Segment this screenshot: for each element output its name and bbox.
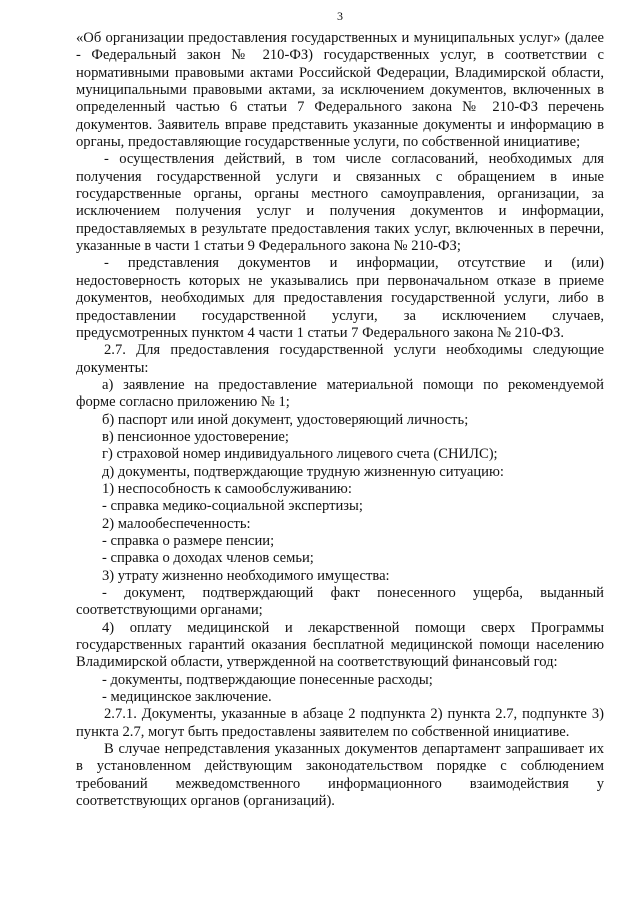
paragraph-body: В случае непредставления указанных документов департамент запрашивает их в установленном действующим законодательством порядке с соблюдением требований межведомственного информационного взаимодействия у соответствующих органов (организаций). xyxy=(76,741,604,810)
paragraph-list-item: - справка медико-социальной экспертизы; xyxy=(102,498,363,515)
paragraph-list-item: - осуществления действий, в том числе согласований, необходимых для получения государственной услуги и связанных с обращением в иные государственные органы, органы местного самоуправления, организации, за исключением получения услуг и получения документов и информации, предоставляемых в результате предоставления таких услуг, включенных в перечни, указанные в части 1 статьи 9 Федерального закона № 210-ФЗ; xyxy=(76,151,604,255)
paragraph-list-item: в) пенсионное удостоверение; xyxy=(102,428,289,445)
paragraph-continuation: «Об организации предоставления государственных и муниципальных услуг» (далее - Федеральный закон № 210-ФЗ) государственных услуг, в соответствии с нормативными правовыми актами Российской Федерации, Владимирской области, муниципальными правовыми актами, за исключением документов, включенных в определенный частью 6 статьи 7 Федерального закона № 210-ФЗ перечень документов. Заявитель вправе представить указанные документы и информацию в органы, предоставляющие государственные услуги, по собственной инициативе; xyxy=(76,30,604,151)
paragraph-list-item: г) страховой номер индивидуального лицевого счета (СНИЛС); xyxy=(102,446,498,463)
paragraph-section-2-7: 2.7. Для предоставления государственной услуги необходимы следующие документы: xyxy=(76,342,604,376)
paragraph-list-item: - справка о размере пенсии; xyxy=(102,532,275,549)
paragraph-section-2-7-1: 2.7.1. Документы, указанные в абзаце 2 подпункта 2) пункта 2.7, подпункте 3) пункта 2.7, могут быть предоставлены заявителем по собственной инициативе. xyxy=(76,706,604,740)
paragraph-list-item: - документ, подтверждающий факт понесенного ущерба, выданный соответствующими органами; xyxy=(76,585,604,619)
paragraph-list-item: - представления документов и информации, отсутствие и (или) недостоверность которых не указывались при первоначальном отказе в приеме документов, необходимых для предоставления государственной услуги, либо в предоставлении государственной услуги, за исключением случаев, предусмотренных пунктом 4 части 1 статьи 7 Федерального закона № 210-ФЗ. xyxy=(76,255,604,341)
paragraph-list-item: 1) неспособность к самообслуживанию: xyxy=(102,480,352,497)
paragraph-list-item: 2) малообеспеченность: xyxy=(102,515,251,532)
paragraph-list-item: 3) утрату жизненно необходимого имущества: xyxy=(102,567,390,584)
paragraph-list-item: д) документы, подтверждающие трудную жизненную ситуацию: xyxy=(102,463,504,480)
paragraph-list-item: б) паспорт или иной документ, удостоверяющий личность; xyxy=(102,411,469,428)
paragraph-list-item: - справка о доходах членов семьи; xyxy=(102,550,314,567)
paragraph-list-item: - документы, подтверждающие понесенные расходы; xyxy=(102,671,433,688)
paragraph-list-item: 4) оплату медицинской и лекарственной помощи сверх Программы государственных гарантий оказания бесплатной медицинской помощи населению Владимирской области, утвержденной на соответствующий финансовый год: xyxy=(76,619,604,671)
paragraph-list-item: а) заявление на предоставление материальной помощи по рекомендуемой форме согласно приложению № 1; xyxy=(76,376,604,411)
paragraph-list-item: - медицинское заключение. xyxy=(102,689,272,706)
page-number: 3 xyxy=(337,9,343,23)
